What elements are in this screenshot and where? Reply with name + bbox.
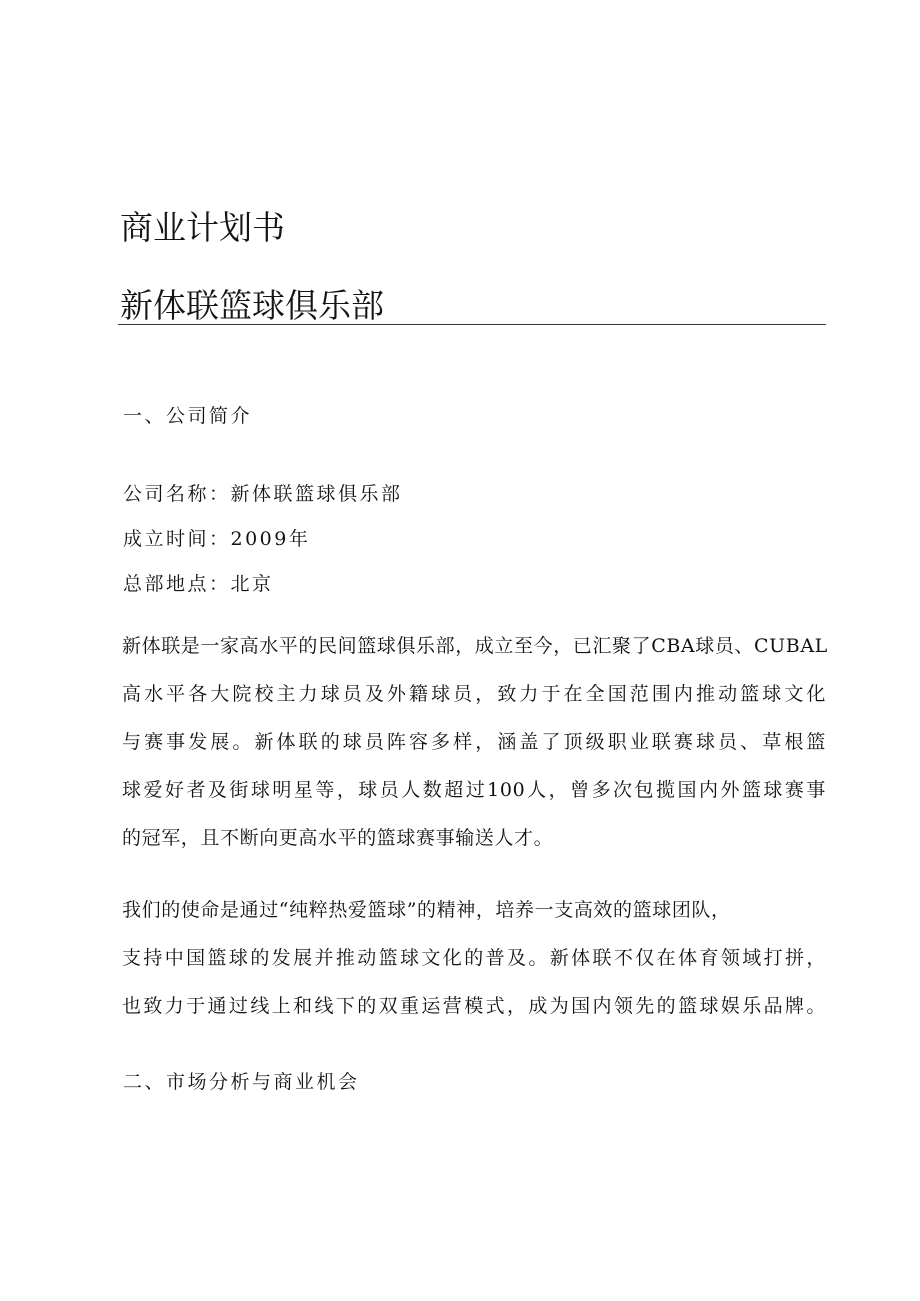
title-block: [120, 204, 826, 330]
section-heading-company-intro: 一、公司简介: [123, 405, 253, 427]
paragraph-line: 也致力于通过线上和线下的双重运营模式，成为国内领先的篮球娱乐品牌。: [122, 995, 826, 1017]
section-heading-market-analysis: 二、市场分析与商业机会: [123, 1071, 360, 1093]
paragraph-line: 支持中国篮球的发展并推动篮球文化的普及。新体联不仅在体育领域打拼，: [122, 947, 826, 969]
paragraph-line: 我们的使命是通过“纯粹热爱篮球”的精神，培养一支高效的篮球团队，: [122, 899, 731, 921]
founded-line: 成立时间：2009年: [123, 528, 311, 550]
headquarters-line: 总部地点：北京: [123, 573, 274, 595]
paragraph-line: 与赛事发展。新体联的球员阵容多样，涵盖了顶级职业联赛球员、草根篮: [122, 731, 826, 753]
paragraph-line: 新体联是一家高水平的民间篮球俱乐部，成立至今，已汇聚了CBA球员、CUBAL: [122, 635, 828, 657]
document-subtitle: 新体联篮球俱乐部: [120, 286, 384, 325]
paragraph-line: 的冠军，且不断向更高水平的篮球赛事输送人才。: [122, 827, 554, 849]
mission-paragraph: [122, 886, 826, 1030]
paragraph-line: 球爱好者及街球明星等，球员人数超过100人，曾多次包揽国内外篮球赛事: [122, 779, 826, 801]
paragraph-line: 高水平各大院校主力球员及外籍球员，致力于在全国范围内推动篮球文化: [122, 683, 826, 705]
document-title: 商业计划书: [120, 208, 285, 247]
title-divider: [118, 324, 826, 325]
company-name-line: 公司名称：新体联篮球俱乐部: [123, 483, 403, 505]
intro-paragraph: [122, 622, 826, 862]
